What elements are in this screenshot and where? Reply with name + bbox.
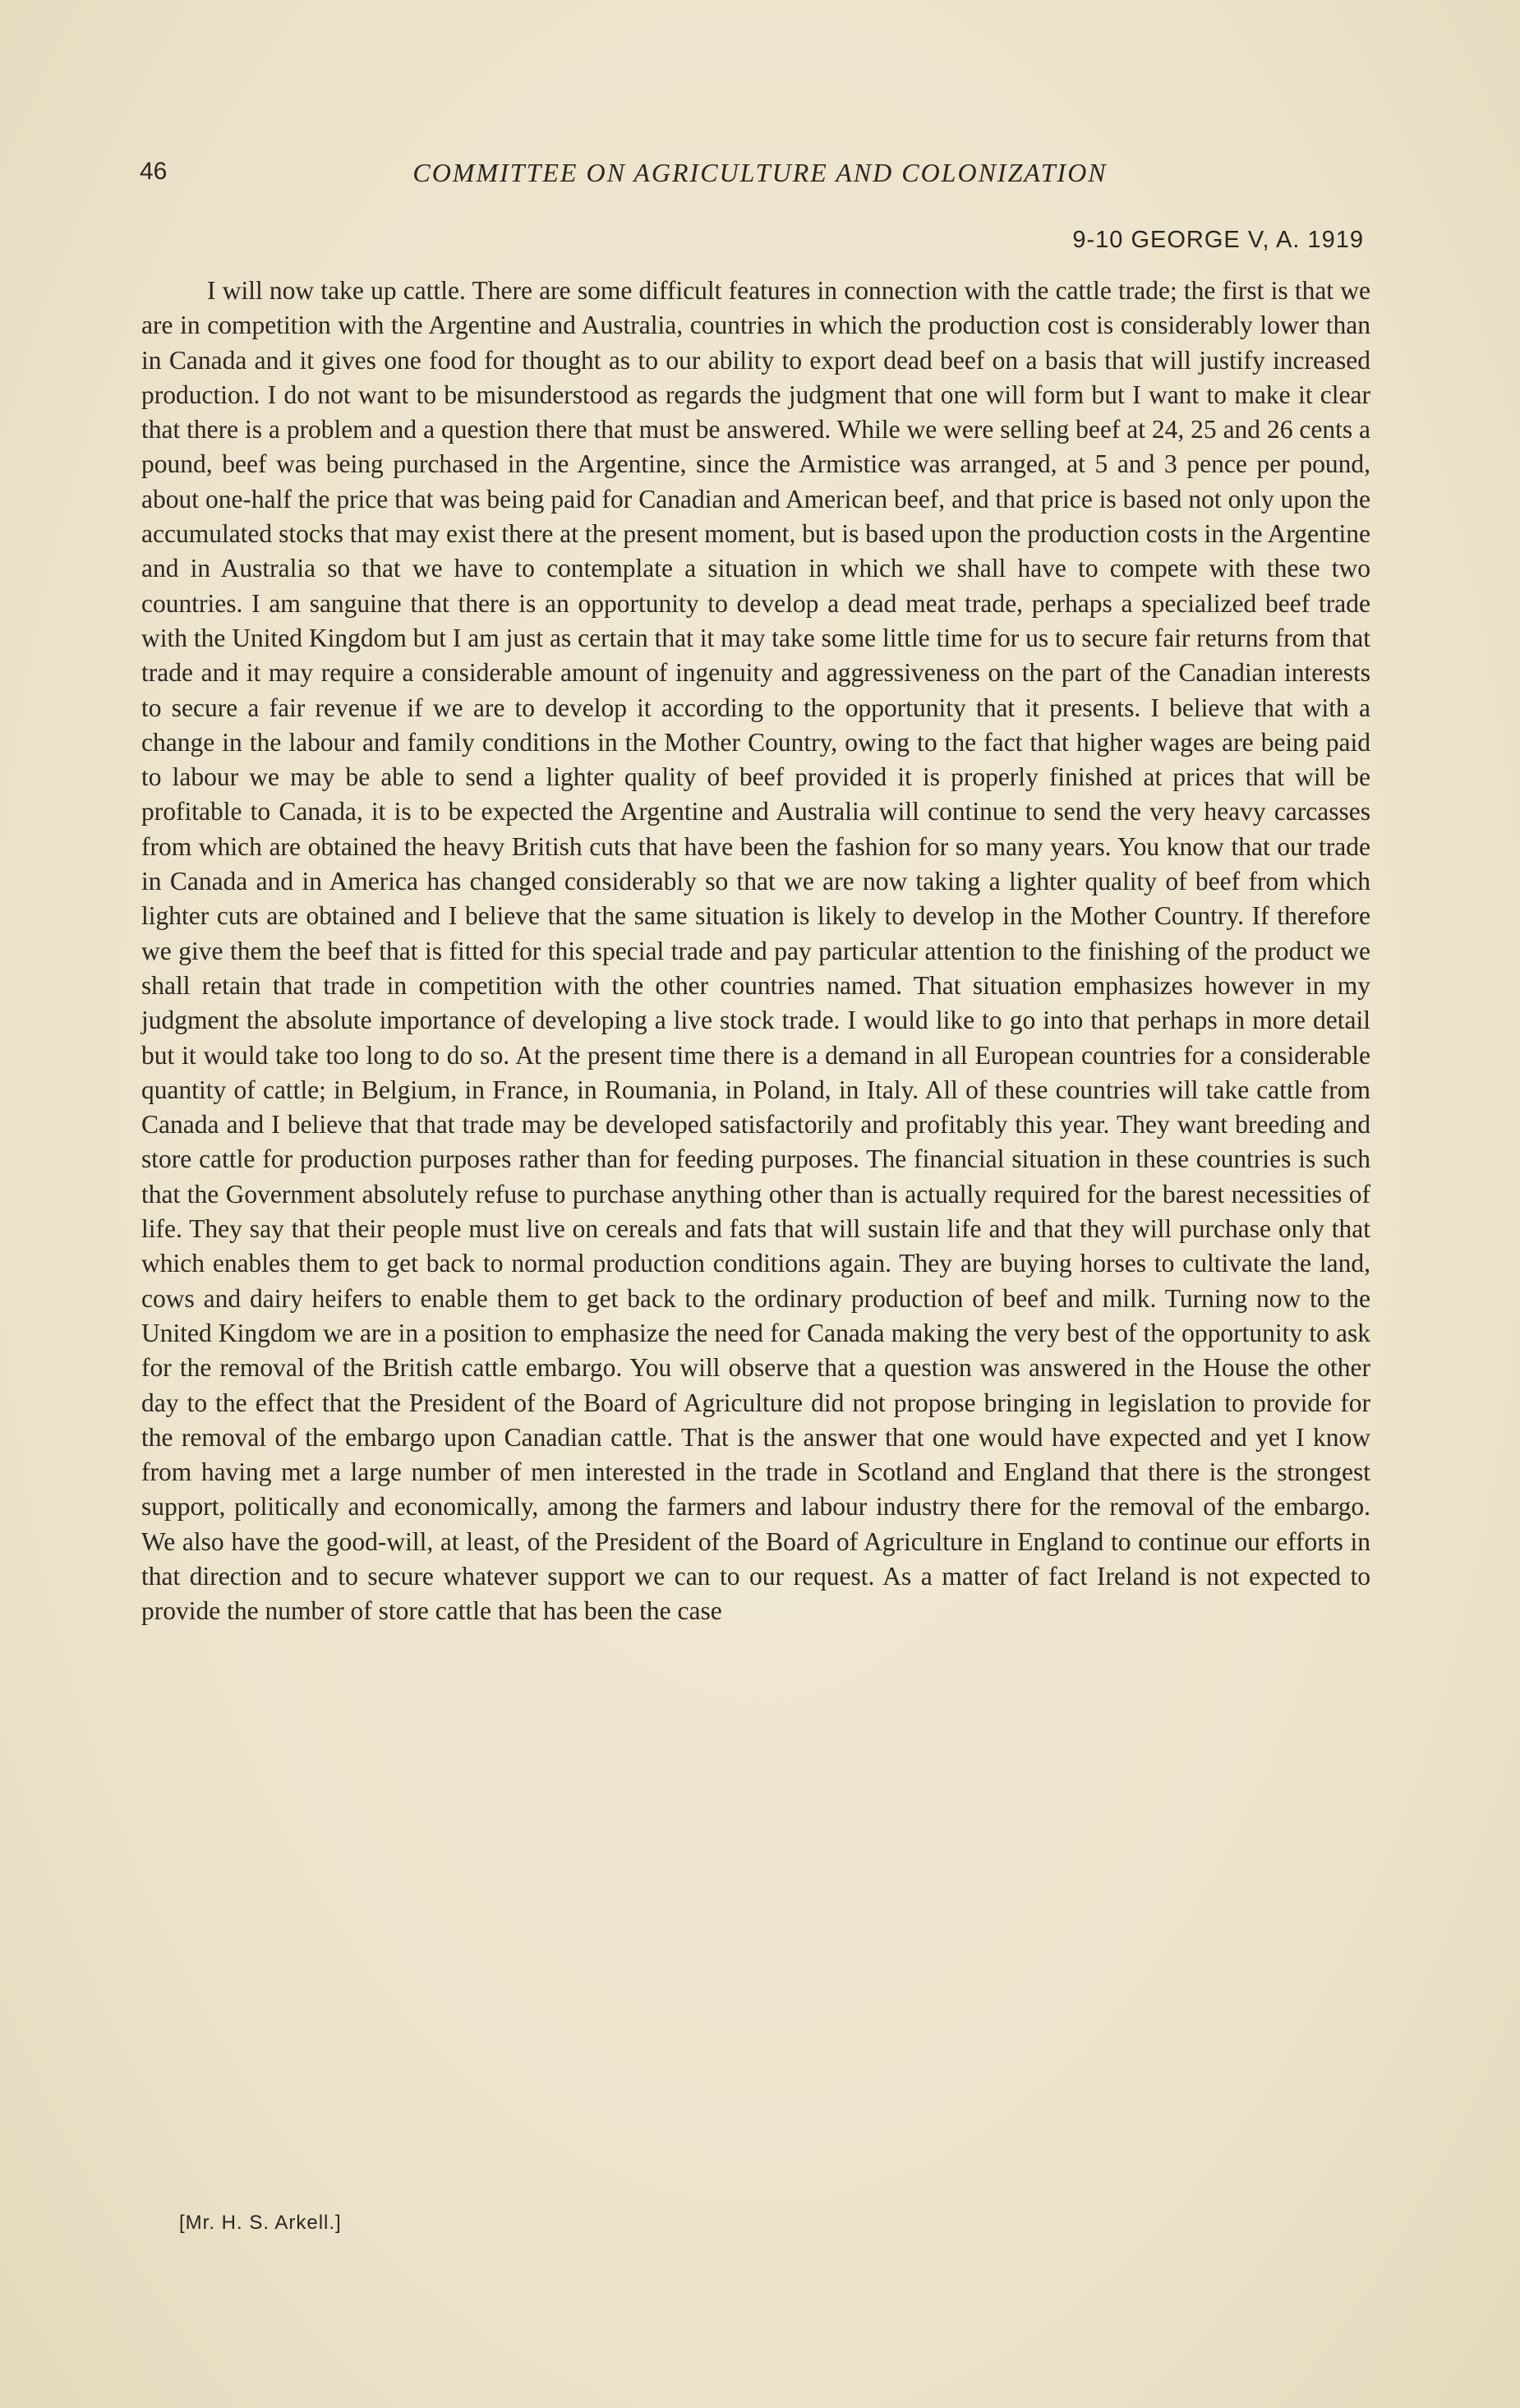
session-label: 9-10 GEORGE V, A. 1919 [1072, 227, 1364, 253]
running-title: COMMITTEE ON AGRICULTURE AND COLONIZATION [412, 158, 1108, 187]
page-number: 46 [140, 158, 168, 185]
body-paragraph: I will now take up cattle. There are some difficult features in connection with the cattle trade; the first is that we are in competition with the Argentine and Australia, countries in which the production cost is considerably lower than in Canada and it gives one food for thought as to our ability to export dead beef on a basis that will justify increased production. I do not want to be misunderstood as regards the judgment that one will form but I want to make it clear that there is a problem and a question there that must be answered. While we were selling beef at 24, 25 and 26 cents a pound, beef was being purchased in the Argentine, since the Armistice was arranged, at 5 and 3 pence per pound, about one-half the price that was being paid for Canadian and American beef, and that price is based not only upon the accumulated stocks that may exist there at the present moment, but is based upon the production costs in the Argentine and in Australia so that we have to contemplate a situation in which we shall have to compete with these two countries. I am sanguine that there is an opportunity to develop a dead meat trade, perhaps a specialized beef trade with the United Kingdom but I am just as certain that it may take some little time for us to secure fair returns from that trade and it may require a considerable amount of ingenuity and aggressiveness on the part of the Canadian interests to secure a fair revenue if we are to develop it according to the opportunity that it presents. I believe that with a change in the labour and family conditions in the Mother Country, owing to the fact that higher wages are being paid to labour we may be able to send a lighter quality of beef provided it is properly finished at prices that will be profitable to Canada, it is to be expected the Argentine and Australia will continue to send the very heavy carcasses from which are obtained the heavy British cuts that have been the fashion for so many years. You know that our trade in Canada and in America has changed considerably so that we are now taking a lighter quality of beef from which lighter cuts are obtained and I believe that the same situation is likely to develop in the Mother Country. If therefore we give them the beef that is fitted for this special trade and pay particular attention to the finishing of the product we shall retain that trade in competition with the other countries named. That situation emphasizes however in my judgment the absolute importance of developing a live stock trade. I would like to go into that perhaps in more detail but it would take too long to do so. At the present time there is a demand in all European countries for a considerable quantity of cattle; in Belgium, in France, in Roumania, in Poland, in Italy. All of these countries will take cattle from Canada and I believe that that trade may be developed satisfactorily and profitably this year. They want breeding and store cattle for production purposes rather than for feeding purposes. The financial situation in these countries is such that the Government absolutely refuse to purchase anything other than is actually required for the barest necessities of life. They say that their people must live on cereals and fats that will sustain life and that they will purchase only that which enables them to get back to normal production conditions again. They are buying horses to cultivate the land, cows and dairy heifers to enable them to get back to the ordinary production of beef and milk. Turning now to the United Kingdom we are in a position to emphasize the need for Canada making the very best of the opportunity to ask for the removal of the British cattle embargo. You will observe that a question was answered in the House the other day to the effect that the President of the Board of Agriculture did not propose bringing in legislation to provide for the removal of the embargo upon Canadian cattle. That is the answer that one would have expected and yet I know from having met a large number of men interested in the trade in Scotland and England that there is the strongest support, politically and economically, among the farmers and labour industry there for the removal of the embargo. We also have the good-will, at least, of the President of the Board of Agriculture in England to continue our efforts in that direction and to secure whatever support we can to our request. As a matter of fact Ireland is not expected to provide the number of store cattle that has been the case [141, 276, 1370, 1626]
running-head [140, 158, 1380, 199]
speaker-attribution: [Mr. H. S. Arkell.] [179, 2212, 342, 2234]
